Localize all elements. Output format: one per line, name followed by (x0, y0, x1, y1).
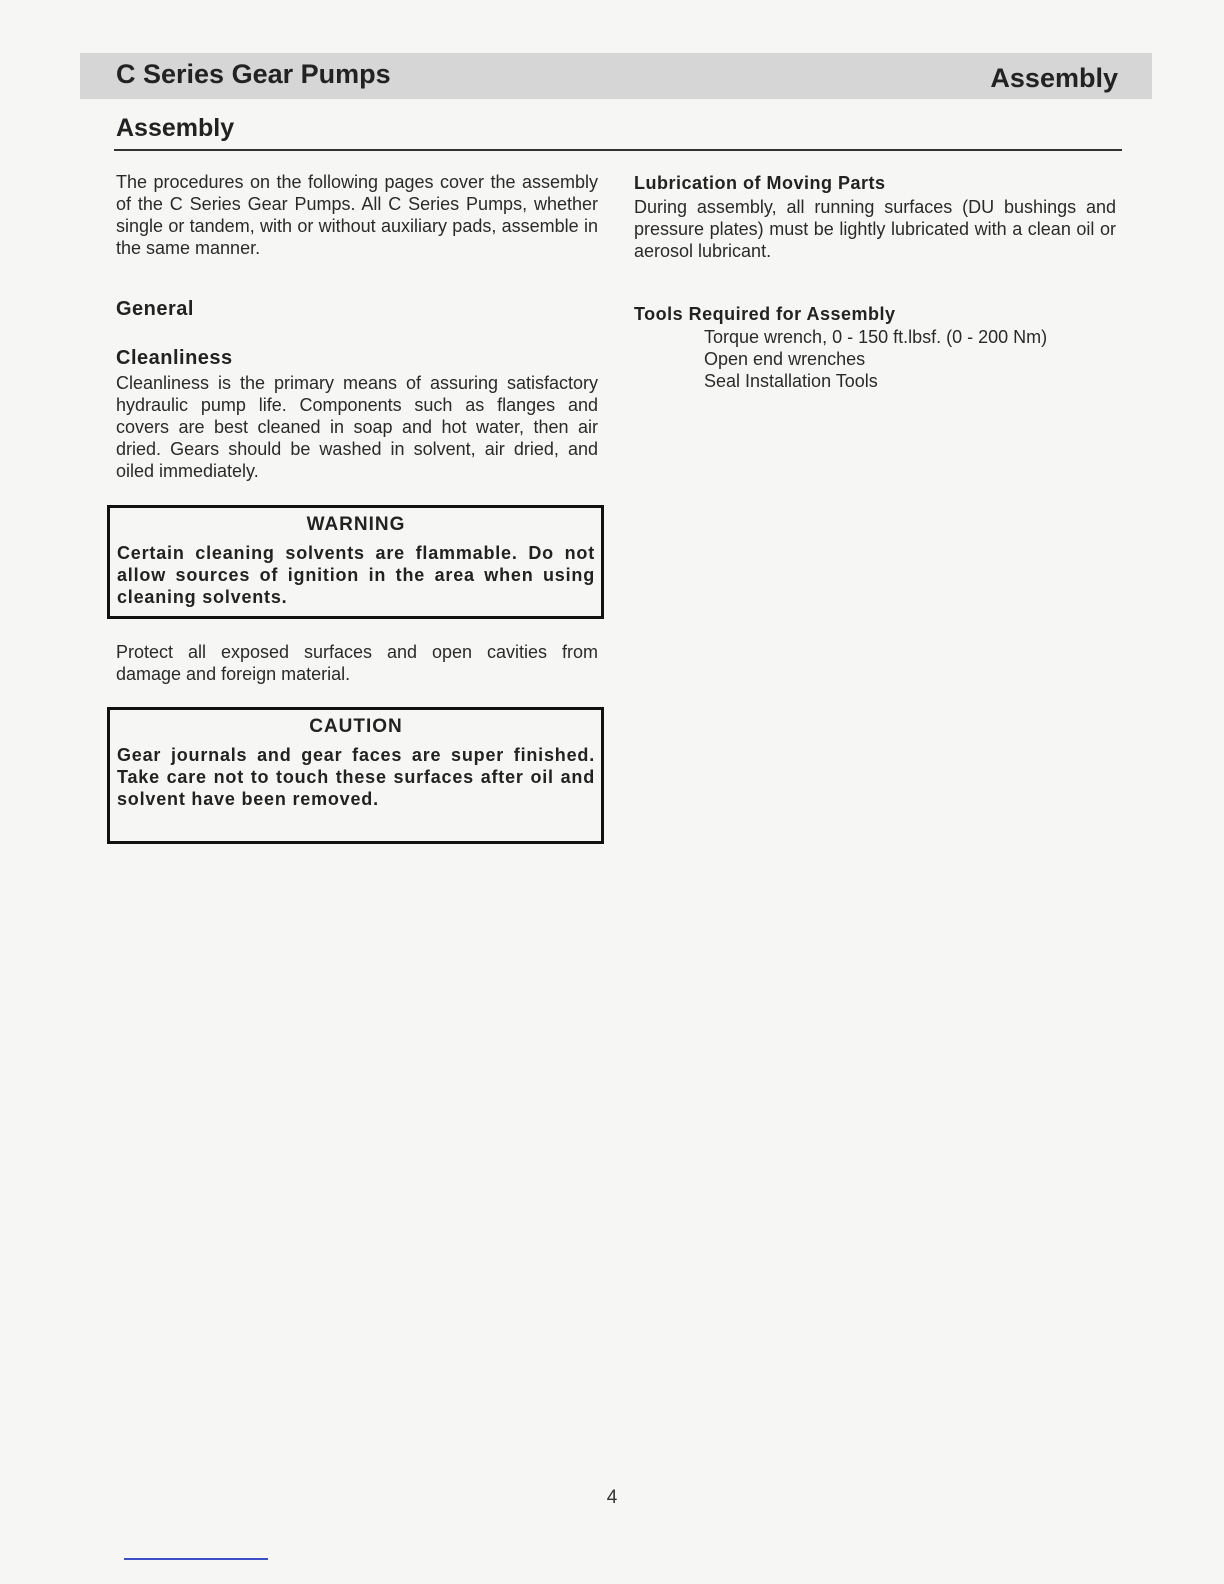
caution-box (107, 707, 604, 844)
header-title: C Series Gear Pumps (116, 59, 391, 89)
tools-list (704, 326, 1047, 392)
caution-text: Gear journals and gear faces are super finished. Take care not to touch these surfaces after oil and solvent have been removed. (117, 745, 595, 809)
tool-item: Seal Installation Tools (704, 371, 878, 391)
general-heading: General (116, 298, 194, 320)
tools-heading: Tools Required for Assembly (634, 304, 896, 324)
intro-paragraph: The procedures on the following pages cover the assembly of the C Series Gear Pumps. All C Series Pumps, whether single or tandem, with or without auxiliary pads, assemble in the same manner. (116, 172, 598, 258)
footer-line (124, 1558, 268, 1560)
lubrication-heading: Lubrication of Moving Parts (634, 173, 886, 193)
warning-title: WARNING (306, 514, 406, 535)
page-number: 4 (606, 1487, 618, 1508)
header-bar (80, 53, 1152, 99)
tool-item: Torque wrench, 0 - 150 ft.lbsf. (0 - 200 Nm) (704, 327, 1048, 347)
warning-box (107, 505, 604, 619)
cleanliness-paragraph: Cleanliness is the primary means of assuring satisfactory hydraulic pump life. Components such as flanges and covers are best cleaned in soap and hot water, then air dried. Gears should be washed in solvent, air dried, and oiled immediately. (116, 373, 598, 481)
caution-title: CAUTION (309, 716, 403, 737)
header-section-label: Assembly (990, 63, 1118, 93)
protect-paragraph: Protect all exposed surfaces and open cavities from damage and foreign material. (116, 642, 598, 684)
title-divider (114, 149, 1122, 151)
tool-item: Open end wrenches (704, 349, 866, 369)
warning-text: Certain cleaning solvents are flammable. Do not allow sources of ignition in the area when using cleaning solvents. (117, 543, 595, 607)
lubrication-paragraph: During assembly, all running surfaces (DU bushings and pressure plates) must be lightly lubricated with a clean oil or aerosol lubricant. (634, 197, 1116, 261)
page-title: Assembly (116, 114, 235, 142)
cleanliness-heading: Cleanliness (116, 347, 233, 369)
